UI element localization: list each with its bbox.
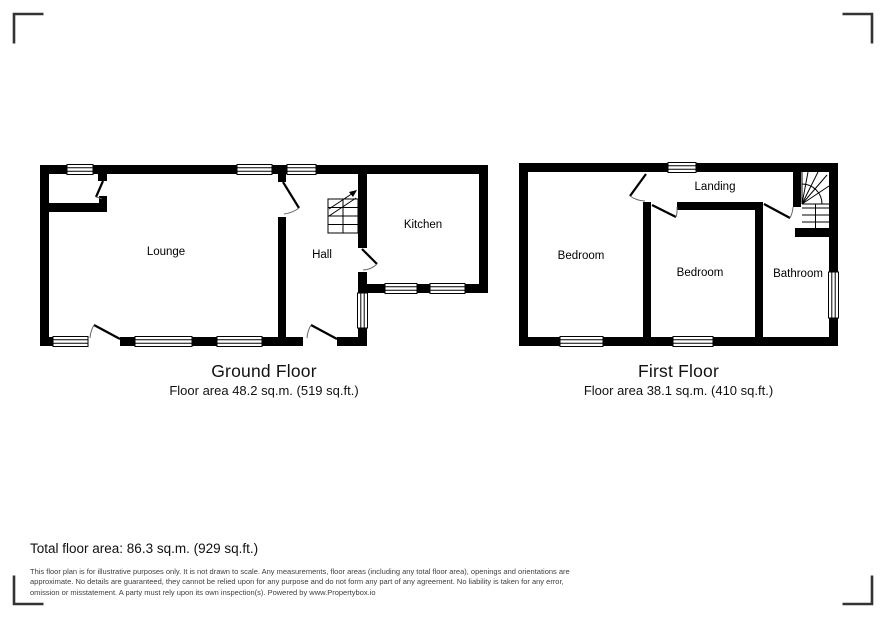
wall [358, 284, 488, 293]
first-floor-area: Floor area 38.1 sq.m. (410 sq.ft.) [583, 383, 774, 398]
staircase-icon [328, 190, 358, 233]
disclaimer-line: This floor plan is for illustrative purposes only. It is not drawn to scale. Any measurements, floor areas (including any total floor area), openings and orientations are [30, 567, 570, 576]
window [67, 165, 93, 175]
window [358, 293, 368, 328]
room-label-lounge: Lounge [146, 246, 186, 258]
wall [795, 228, 838, 237]
wall [793, 172, 801, 207]
room-label-bedroom-center: Bedroom [676, 267, 724, 279]
wall [479, 165, 488, 293]
ground-floor-windows [53, 165, 465, 347]
corner-mark-bottom-right [843, 576, 873, 605]
wall [278, 217, 286, 337]
door [90, 325, 120, 339]
wall [99, 196, 107, 204]
door [283, 182, 299, 214]
room-label-hall: Hall [312, 249, 332, 261]
window [673, 337, 713, 347]
room-label-bathroom: Bathroom [773, 268, 823, 280]
wall [677, 202, 763, 210]
wall [643, 202, 651, 337]
door [764, 204, 793, 218]
window [287, 165, 316, 175]
wall [278, 172, 286, 182]
wall [829, 163, 838, 346]
window [668, 163, 696, 173]
ground-floor-area: Floor area 48.2 sq.m. (519 sq.ft.) [169, 383, 359, 398]
window [53, 337, 88, 347]
corner-mark-top-right [843, 14, 873, 44]
window [385, 284, 417, 294]
wall [40, 165, 49, 346]
room-label-landing: Landing [694, 181, 736, 193]
wall [519, 163, 528, 346]
wall [49, 203, 107, 212]
disclaimer-line: approximate. No details are guaranteed, they cannot be relied upon for any purpose and do not form any part of any agreement. No liability is taken for any error, [30, 577, 564, 587]
door [630, 174, 646, 201]
ground-floor-walls [40, 165, 488, 346]
window [217, 337, 262, 347]
window [430, 284, 465, 294]
disclaimer-text [30, 567, 570, 598]
room-label-bedroom-left: Bedroom [557, 250, 605, 262]
door [362, 249, 377, 270]
corner-marks [14, 14, 872, 604]
room-label-kitchen: Kitchen [403, 219, 443, 231]
window [135, 337, 192, 347]
ground-floor-title: Ground Floor [211, 361, 317, 381]
first-floor-title: First Floor [638, 361, 719, 381]
window [560, 337, 603, 347]
wall [755, 202, 763, 337]
door [652, 205, 677, 217]
wall [98, 174, 107, 181]
corner-mark-top-left [14, 14, 44, 44]
window [237, 165, 272, 175]
staircase-icon [802, 172, 829, 228]
door [307, 325, 337, 339]
wall [358, 165, 367, 248]
total-floor-area: Total floor area: 86.3 sq.m. (929 sq.ft.) [30, 541, 259, 556]
disclaimer-line: omission or misstatement. A party must rely upon its own inspection(s). Powered by www.Propertybox.io [30, 587, 376, 597]
window [829, 272, 839, 318]
wall [358, 272, 367, 284]
